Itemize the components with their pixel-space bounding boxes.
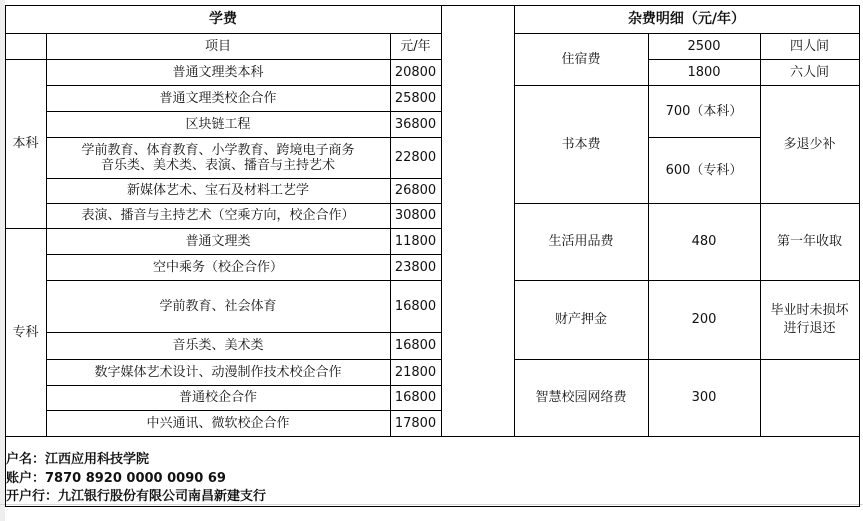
housing-label: 住宿费 [561,51,601,67]
program-name-line: 音乐类、美术类、表演、播音与主持艺术 [100,157,335,173]
housing-room-4: 四人间 [789,38,829,54]
program-name: 新媒体艺术、宝石及材料工艺学 [126,183,309,198]
books-label: 书本费 [561,136,601,152]
program-name: 学前教育、社会体育 [159,298,277,314]
column-header-item: 项目 [204,38,231,54]
column-header-price: 元/年 [400,38,431,54]
program-price: 30800 [394,208,437,223]
program-price: 20800 [394,64,437,80]
account-number: 账户：7870 8920 0000 0090 69 [6,471,226,486]
program-price: 22800 [394,150,437,165]
deposit-price: 200 [691,312,717,327]
program-name: 空中乘务（校企合作） [152,259,283,275]
housing-room-6: 六人间 [789,64,829,80]
category-junior: 专科 [12,324,39,340]
network-note [760,359,859,436]
program-price: 11800 [394,233,437,249]
program-price: 23800 [394,259,437,275]
account-bank: 开户行：九江银行股份有限公司南昌新建支行 [6,489,267,504]
program-name: 中兴通讯、微软校企合作 [146,415,290,431]
supplies-price: 480 [691,234,717,249]
housing-price-4: 2500 [687,38,721,54]
program-price: 16800 [394,338,437,353]
books-price-undergrad: 700（本科） [665,103,743,119]
program-price: 21800 [394,364,437,380]
tuition-title: 学费 [209,11,237,27]
deposit-note [760,280,859,359]
program-price: 36800 [394,116,437,132]
network-price: 300 [691,390,717,405]
account-holder: 户名：江西应用科技学院 [6,452,150,467]
program-price: 17800 [394,415,437,431]
housing-price-6: 1800 [687,64,721,80]
books-note: 多退少补 [783,136,836,152]
books-price-junior: 600（专科） [665,162,743,178]
program-price: 26800 [394,183,437,198]
supplies-note: 第一年收取 [776,234,842,249]
program-name: 普通文理类 [185,233,251,249]
program-name: 表演、播音与主持艺术（空乘方向，校企合作） [81,208,355,223]
network-label: 智慧校园网络费 [535,390,627,405]
supplies-label: 生活用品费 [548,234,614,249]
deposit-label: 财产押金 [554,312,607,327]
program-name: 音乐类、美术类 [172,338,264,353]
program-name: 普通校企合作 [178,390,257,405]
misc-title: 杂费明细（元/年） [627,11,746,27]
program-name: 普通文理类校企合作 [159,90,277,106]
program-price: 16800 [394,298,437,314]
program-name-multiline [46,137,390,178]
program-name-line: 学前教育、体育教育、小学教育、跨境电子商务 [81,142,355,158]
program-name: 区块链工程 [185,116,251,132]
program-name: 数字媒体艺术设计、动漫制作技术校企合作 [94,364,342,380]
program-price: 16800 [394,390,437,405]
deposit-note-line: 进行退还 [783,320,836,336]
program-name: 普通文理类本科 [172,64,264,80]
program-price: 25800 [394,90,437,106]
category-undergrad: 本科 [12,136,39,151]
deposit-note-line: 毕业时未损坏 [770,302,849,318]
